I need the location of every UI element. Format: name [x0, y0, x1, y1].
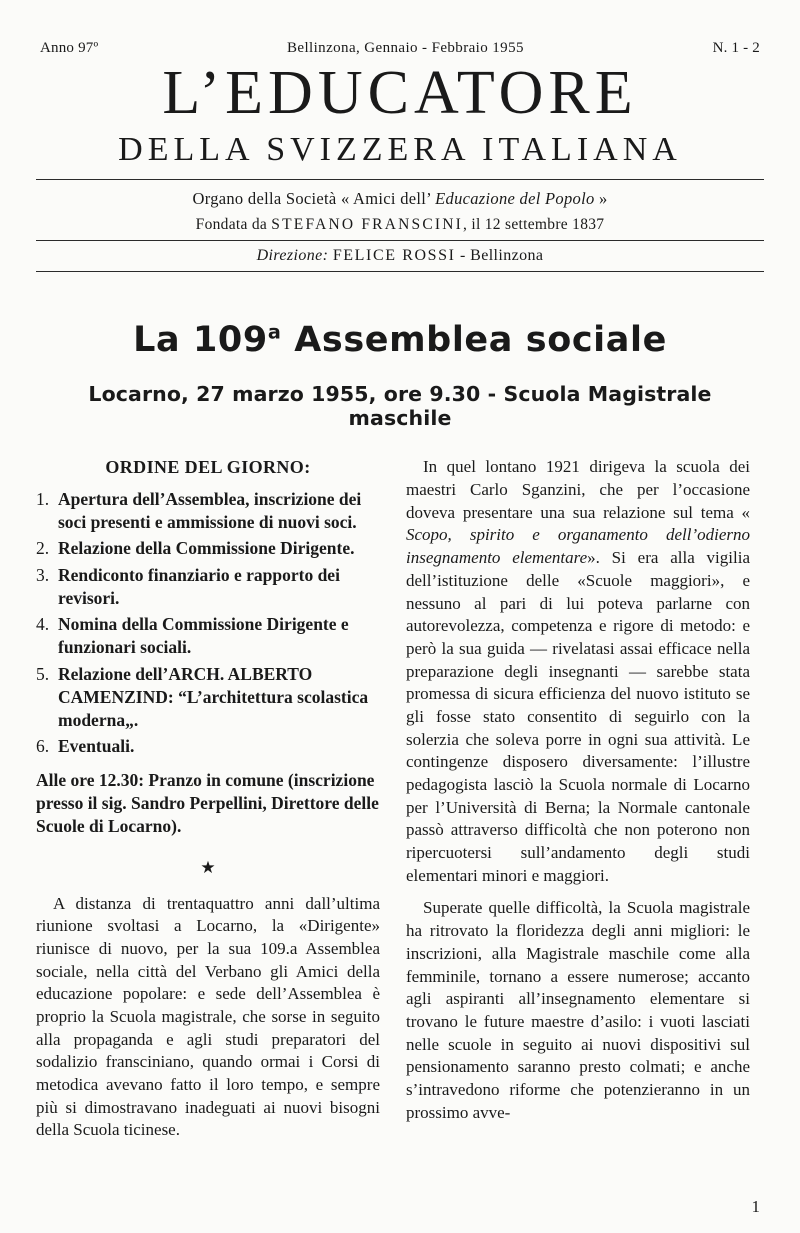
- star-separator: ★: [200, 857, 216, 877]
- organo-text-post: »: [594, 189, 608, 209]
- right-column-paragraph-1: [406, 456, 750, 887]
- agenda-item-text: Relazione della Commissione Dirigente.: [58, 538, 355, 559]
- agenda-item-number: 5.: [36, 663, 50, 684]
- direction-line: [36, 247, 764, 265]
- place-and-date: Bellinzona, Gennaio - Febbraio 1955: [287, 40, 524, 56]
- organo-text-pre: Organo della Società « Amici dell’: [192, 189, 436, 209]
- agenda-item-number: 3.: [36, 564, 50, 585]
- founder-name: STEFANO FRANSCINI: [271, 216, 463, 234]
- direction-label: Direzione:: [256, 247, 329, 265]
- direction-place: - Bellinzona: [455, 247, 544, 265]
- divider-rule-top: [36, 179, 764, 180]
- agenda-title: ORDINE DEL GIORNO:: [105, 457, 311, 478]
- agenda-note: Alle ore 12.30: Pranzo in comune (inscrizione presso il sig. Sandro Perpellini, Direttore delle Scuole di Locarno).: [36, 769, 379, 837]
- agenda-item-number: 1.: [36, 488, 50, 509]
- column-left: [36, 456, 380, 1142]
- founder-text-post: , il 12 settembre 1837: [463, 216, 605, 234]
- direction-editor-name: FELICE ROSSI: [332, 247, 456, 265]
- publication-title: L’EDUCATORE: [162, 59, 638, 127]
- organo-text-italic: Educazione del Popolo: [435, 189, 595, 209]
- column-right: [406, 456, 750, 1142]
- agenda-item-text: Nomina della Commissione Dirigente e funzionari sociali.: [58, 614, 349, 658]
- agenda-list: [36, 488, 380, 759]
- agenda-item-number: 2.: [36, 538, 50, 559]
- right-par1-text-a: In quel lontano 1921 dirigeva la scuola dei maestri Carlo Sganzini, che per l’occasione doveva presentare una sua relazione sul tema «: [406, 457, 750, 522]
- list-item: [36, 488, 380, 535]
- article-columns: [36, 456, 764, 1142]
- list-item: [36, 613, 380, 660]
- page-number: 1: [751, 1197, 760, 1216]
- issue-number: N. 1 - 2: [712, 40, 760, 56]
- article-subheadline: Locarno, 27 marzo 1955, ore 9.30 - Scuola Magistrale maschile: [88, 382, 712, 431]
- right-par1-quoted-title: Scopo, spirito e organamento dell’odierno insegnamento elementare: [406, 525, 750, 568]
- agenda-item-text: Eventuali.: [58, 736, 135, 757]
- volume-year: Anno 97º: [40, 40, 99, 56]
- divider-rule-bottom: [36, 271, 764, 272]
- agenda-item-number: 4.: [36, 614, 50, 635]
- organo-line: [36, 187, 764, 211]
- founder-text-pre: Fondata da: [195, 216, 272, 234]
- headline-text-pre: La 109: [133, 320, 268, 361]
- founder-line: [36, 216, 764, 234]
- left-column-paragraph: A distanza di trentaquattro anni dall’ultima riunione svoltasi a Locarno, la «Dirigente» riunisce di nuovo, per la sua 109.a Assemblea sociale, nella città del Verbano gli Amici della educazione popolare: e sede dell’Assemblea è proprio la Scuola magistrale, che sorse in seguito alla propaganda e agli studi preparatori del sodalizio franscinianо, quando ormai i Corsi di metodica avevano fatto il loro tempo, e sempre più si dimostravano inadeguati ai nuovi bisogni della Scuola ticinese.: [36, 893, 380, 1140]
- list-item: [36, 663, 380, 733]
- headline-text-post: Assemblea sociale: [281, 320, 667, 361]
- divider-rule-middle: [36, 240, 764, 241]
- headline-ordinal: a: [267, 320, 282, 344]
- agenda-item-number: 6.: [36, 736, 50, 757]
- list-item: [36, 537, 380, 560]
- agenda-item-text: Apertura dell’Assemblea, inscrizione dei soci presenti e ammissione di nuovi soci.: [58, 488, 362, 533]
- list-item: [36, 735, 380, 758]
- right-par1-text-b: ». Si era alla vigilia dell’istituzione delle «Scuole maggiori», e nessuno al pari di lui poteva parlarne con autorevolezza, competenza e rigore di metodo: e però la sua guida — rivelatasi assai efficace nella preparazione degli insegnanti — sarebbe stata promessa di sicura efficienza del nuovo istituto se gli fosse stato consentito di seguirlo con la solerzia che soleva porre in ogni sua attività. Le contingenze disposero diversamente: l’illustre pedagogista lasciò la Scuola normale di Locarno per l’Università di Berna; la Normale cantonale passò attraverso difficoltà che non poterono non ripercuotersi sull’andamento degli studi elementari minori e maggiori.: [406, 548, 750, 885]
- list-item: [36, 564, 380, 611]
- article-headline: [36, 320, 764, 360]
- publication-subtitle: DELLA SVIZZERA ITALIANA: [118, 131, 682, 169]
- agenda-item-text: Rendiconto finanziario e rapporto dei revisori.: [58, 564, 340, 608]
- agenda-item-text: Relazione dell’ARCH. ALBERTO CAMENZIND: “L’architettura scolastica moderna„.: [58, 663, 369, 731]
- right-column-paragraph-2: Superate quelle difficoltà, la Scuola magistrale ha ritrovato la floridezza degli anni migliori: le inscrizioni, alla Magistrale maschile come alla femminile, tornano a essere numerose; accanto agli aspiranti all’insegnamento elementare si trovano le future maestre d’asilo: i vuoti lasciati nelle scuole in seguito ai nuovi dispositivi sul pensionamento saranno presto colmati; e anche s’intravedono riforme che potenzieranno in un prossimo avve-: [406, 898, 750, 1122]
- masthead-top-line: [36, 40, 764, 57]
